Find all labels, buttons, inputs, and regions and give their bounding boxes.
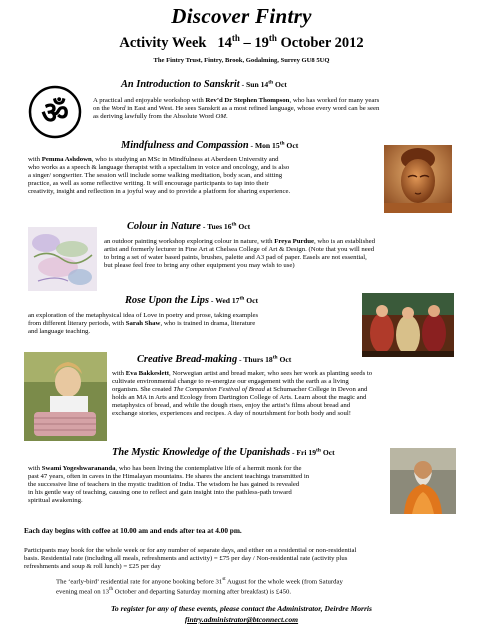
watercolour-painting-image [28, 227, 97, 291]
end-suffix: th [268, 33, 277, 43]
event-title: Colour in Nature [127, 221, 201, 232]
event-description-bread: with Eva Bakkeslett, Norwegian artist and bread maker, who sees her work as planting seeds to cultivate environmental change to re-energize our engagement with the earth as a living organism. She created The Companion Festival of Bread at Schumacher College in Devon and holds an MA in Arts and Ecology from Dartington College of Arts. Learn about the magic and metaphysics of bread, and while the dough rises, enjoy the artist’s films about bread and exchange stories, experiences and recipes. A day of nourishment for both body and soul! [112, 370, 373, 418]
event-heading-rose [125, 295, 258, 306]
rates-text: Participants may book for the whole week or for any number of separate days, and either on a residential or non-residential basis. Residential rate (including all meals, refreshments and activity) = £75 per day / Non-residential rate (activity plus refreshments and soup & roll lunch) = £25 per day [24, 547, 357, 571]
event-description-colour: an outdoor painting workshop exploring colour in nature, with Freya Purdue, who is an established artist and formerly lecturer in Fine Art at Chelsea College of Art & Design. (Note that you will need to bring a set of water based paints, brushes, palette and A3 pad of paper. Easels are not essential, but please feel free to bring any other equipment you may wish to use) [104, 238, 375, 270]
date-dash: – [243, 34, 251, 51]
page-title: Discover Fintry [171, 4, 312, 28]
daily-times: Each day begins with coffee at 10.00 am and ends after tea at 4.00 pm. [24, 526, 242, 535]
early-bird-text: The ‘early-bird’ residential rate for anyone booking before 31st August for the whole week (from Saturday evening meal on 13th October and departing Saturday morning after breakfast) is £450. [56, 577, 343, 596]
event-title: Mindfulness and Compassion [121, 140, 249, 151]
event-date: - Tues 16th Oct [200, 221, 251, 231]
event-date: - Sun 14th Oct [239, 79, 287, 89]
event-description-rose: an exploration of the metaphysical idea of Love in poetry and prose, taking examples from different literary periods, with Sarah Shaw, who is trained in drama, literature and language teaching. [28, 312, 259, 336]
subtitle-label: Activity Week [119, 34, 207, 51]
event-title: Rose Upon the Lips [125, 295, 209, 306]
event-date: - Wed 17th Oct [209, 295, 259, 305]
renaissance-painting-image [362, 293, 454, 357]
event-title: An Introduction to Sanskrit [121, 79, 240, 90]
event-description-sanskrit: A practical and enjoyable workshop with Rev’d Dr Stephen Thompson, who has worked for many years on the Word in East and West. He sees Sanskrit as a most refined language, whose every word can be seen as deriving lawfully from the Absolute Word OM. [93, 97, 380, 121]
address: The Fintry Trust, Fintry, Brook, Godalming, Surrey GU8 5UQ [153, 57, 330, 64]
end-day: 19 [254, 34, 269, 51]
start-suffix: th [231, 33, 240, 43]
month-year: October 2012 [280, 34, 364, 51]
page-subtitle [0, 33, 483, 52]
registration-text: To register for any of these events, please contact the Administrator, Deirdre Morris [110, 604, 372, 613]
swami-photo [390, 448, 456, 514]
event-heading-colour [127, 221, 250, 232]
event-heading-mindfulness [121, 140, 298, 151]
event-description-mindfulness: with Pemma Ashdown, who is studying an MSc in Mindfulness at Aberdeen University and who works as a speech & language therapist with a specialism in voice and oncology, and is also a singer/ songwriter. The session will include some walking meditation, body scan, and sitting practice, as well as some reflective writing. It will encourage participants to tap into their creativity, insight and reflection in a joyful way and to provide a platform for sharing experience. [28, 156, 291, 196]
event-description-upanishads: with Swami Yogeshwarananda, who has been living the contemplative life of a hermit monk for the past 47 years, often in caves in the Himalayan mountains. He shares the ancient teachings transmitted in the successive line of teachers in the mystic tradition of India. The wisdom he has gained is revealed in his gentle way of teaching, causing one to reflect and gain insight into the pathless-path toward spiritual awakening. [28, 465, 310, 505]
event-heading-sanskrit [121, 79, 287, 90]
start-day: 14 [217, 34, 232, 51]
event-title: The Mystic Knowledge of the Upanishads [112, 447, 291, 458]
event-date: - Mon 15th Oct [248, 140, 299, 150]
buddha-statue-image [384, 145, 452, 213]
om-glyph: ॐ [41, 96, 69, 131]
event-heading-bread [137, 354, 291, 365]
event-title: Creative Bread-making [137, 354, 238, 365]
event-date: - Fri 19th Oct [290, 447, 335, 457]
bread-maker-photo [24, 352, 107, 441]
om-symbol-icon [28, 85, 82, 139]
event-date: - Thurs 18th Oct [237, 354, 292, 364]
email-link[interactable]: fintry.administrator@btconnect.com [184, 615, 299, 624]
event-heading-upanishads [112, 447, 335, 458]
